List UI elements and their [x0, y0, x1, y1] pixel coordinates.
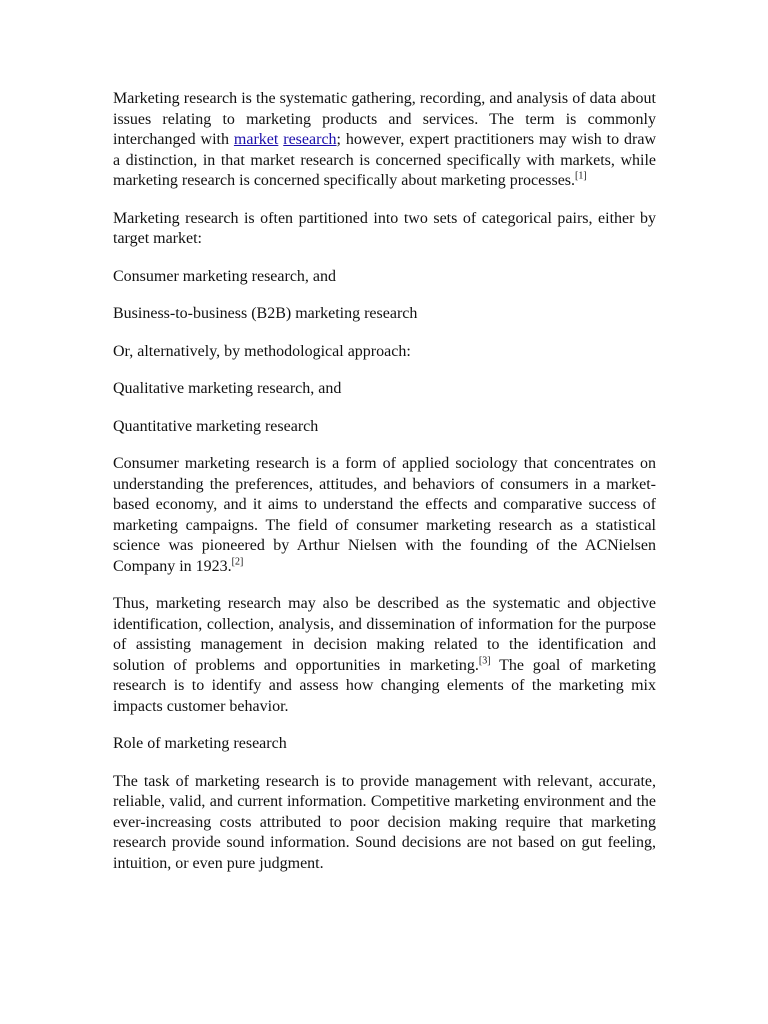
citation-ref-3: [3] [478, 655, 491, 667]
paragraph-quantitative: Quantitative marketing research [113, 417, 319, 435]
paragraph-text: Consumer marketing research is a form of applied sociology that concentrates on understanding the preferences, attitudes, and behaviors of consumers in a market-based economy, and it aims to understand the effects and comparative success of marketing campaigns. The field of consumer marketing research as a statistical science was pioneered by Arthur Nielsen with the founding of the ACNielsen Company in 1923. [113, 455, 656, 575]
section-heading-role: Role of marketing research [113, 735, 287, 752]
paragraph-b2b: Business-to-business (B2B) marketing research [113, 305, 418, 322]
paragraph-text: The goal of marketing research is to identify and assess how changing elements of the marketing mix impacts customer behavior. [113, 656, 657, 715]
paragraph-text: Marketing research is the systematic gathering, recording, and analysis of data about issues relating to marketing products and services. The term is commonly interchanged with [113, 90, 656, 148]
market-link[interactable]: market [233, 131, 279, 148]
paragraph-partition: Marketing research is often partitioned into two sets of categorical pairs, either by target market: [113, 209, 656, 247]
paragraph-task: The task of marketing research is to provide management with relevant, accurate, reliable, valid, and current information. Competitive marketing environment and the ever-increasing costs attributed to poor decision making require that marketing research provide sound information. Sound decisions are not based on gut feeling, intuition, or even pure judgment. [113, 772, 656, 872]
paragraph-consumer: Consumer marketing research, and [113, 267, 337, 285]
research-link[interactable]: research [283, 131, 337, 148]
paragraph-definition [113, 89, 656, 192]
document-page [113, 89, 656, 891]
paragraph-text: ; however, expert practitioners may wish to draw a distinction, in that market research is concerned specifically with markets, while marketing research is concerned specifically about marketing processes. [113, 131, 656, 189]
paragraph-methodological: Or, alternatively, by methodological approach: [113, 342, 411, 360]
citation-ref-1: [1] [575, 170, 587, 182]
citation-ref-2: [2] [231, 556, 244, 568]
paragraph-text: Thus, marketing research may also be described as the systematic and objective identification, collection, analysis, and dissemination of information for the purpose of assisting management in decision making related to the identification and solution of problems and opportunities in marketing. [113, 595, 656, 674]
paragraph-consumer-research [113, 454, 656, 577]
paragraph-description [113, 594, 656, 717]
paragraph-qualitative: Qualitative marketing research, and [113, 380, 342, 397]
